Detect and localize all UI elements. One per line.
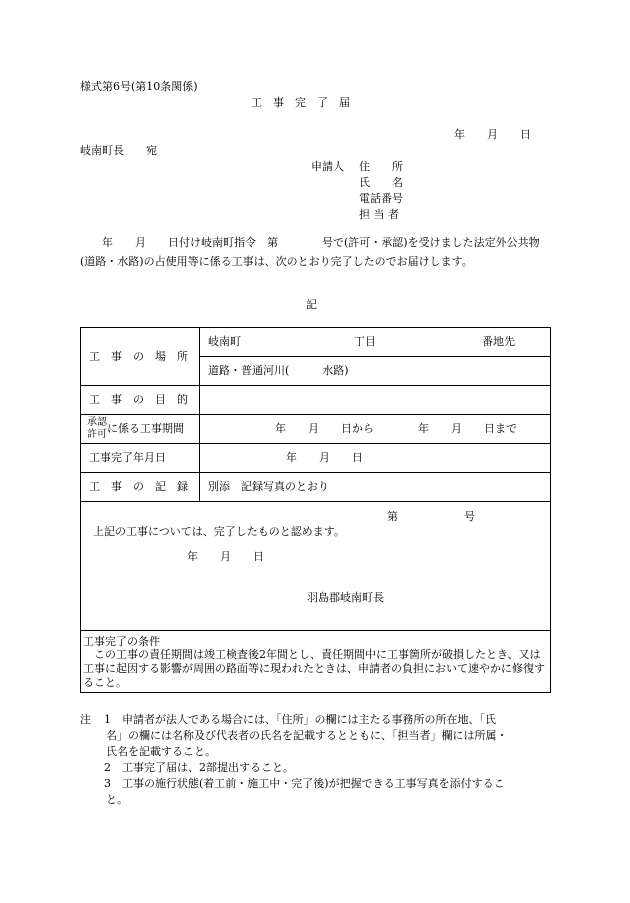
completion-label-cell [81,444,200,473]
details-table [80,327,551,502]
purpose-label-cell [81,386,200,415]
completion-value: 年 月 日 [286,451,363,465]
note-1-number: 1 [104,713,111,726]
confirmation-text: 上記の工事については、完了したものと認めます。 [93,525,345,538]
period-label-approval: 承認 [87,417,107,428]
conditions-title: 工事完了の条件 [83,635,160,648]
period-label-rest: に係る工事期間 [107,422,184,436]
confirmation-number: 第 号 [387,510,475,523]
applicant-contact-label: 担 当 者 [359,208,399,221]
form-title: 工 事 完 了 届 [251,96,350,109]
applicant-address-label: 住 所 [359,160,403,173]
note-3-number: 3 [104,777,111,790]
place-address-cell [200,328,551,357]
applicant-phone-label: 電話番号 [359,192,403,205]
period-label-stack [87,417,107,441]
note-3-line-1: 工事の施行状態(着工前・施工中・完了後)が把握できる工事写真を添付するこ [122,777,505,790]
ki-heading: 記 [306,298,317,311]
note-2-number: 2 [104,761,111,774]
notes-prefix: 注 [80,713,91,726]
place-label: 工 事 の 場 所 [89,349,188,363]
record-value: 別添 記録写真のとおり [208,480,329,494]
place-type: 道路・普通河川( 水路) [208,364,349,378]
place-chome: 丁目 [354,335,376,348]
completion-value-cell [200,444,551,473]
note-1-line-1: 申請者が法人である場合には、「住所」の欄には主たる事務所の所在地、「氏 [122,713,496,726]
note-1-line-2: 名」の欄には名称及び代表者の氏名を記載するとともに、「担当者」欄には所属・ [106,729,508,742]
place-type-cell [200,357,551,386]
body-paragraph: 年 月 日付け岐南町指令 第 号で(許可・承認)を受けました法定外公共物(道路・水路)の占使用等に係る工事は、次のとおり完了したのでお届けします。 [80,236,540,268]
submission-date: 年 月 日 [454,128,531,141]
confirmation-box [80,497,551,631]
confirmation-issuer: 羽島郡岐南町長 [307,591,384,604]
period-value-cell [200,415,551,444]
purpose-label: 工 事 の 目 的 [89,393,188,407]
note-1-line-3: 氏名を記載すること。 [106,745,216,758]
purpose-value-cell [200,386,551,415]
period-value: 年 月 日から 年 月 日まで [275,422,517,436]
applicant-label: 申請人 [311,160,344,173]
place-town: 岐南町 [208,335,241,348]
conditions-text: この工事の責任期間は竣工検査後2年間とし、責任期間中に工事箇所が破損したとき、又は工事に起因する影響が周囲の路面等に現われたときは、申請者の負担において速やかに修復すること。 [83,648,545,689]
period-label-cell [81,415,200,444]
record-label: 工 事 の 記 録 [89,480,188,494]
addressee: 岐南町長 宛 [80,144,157,157]
conditions-box [80,630,551,693]
applicant-name-label: 氏 名 [359,176,403,189]
form-number: 様式第6号(第10条関係) [80,80,198,93]
confirmation-date: 年 月 日 [187,550,264,563]
place-label-cell [81,328,200,386]
place-banchi: 番地先 [482,335,515,348]
note-2-line-1: 工事完了届は、2部提出すること。 [122,761,294,774]
completion-label: 工事完了年月日 [89,451,166,465]
note-3-line-2: と。 [106,793,128,806]
period-label-permission: 許可 [87,429,107,440]
